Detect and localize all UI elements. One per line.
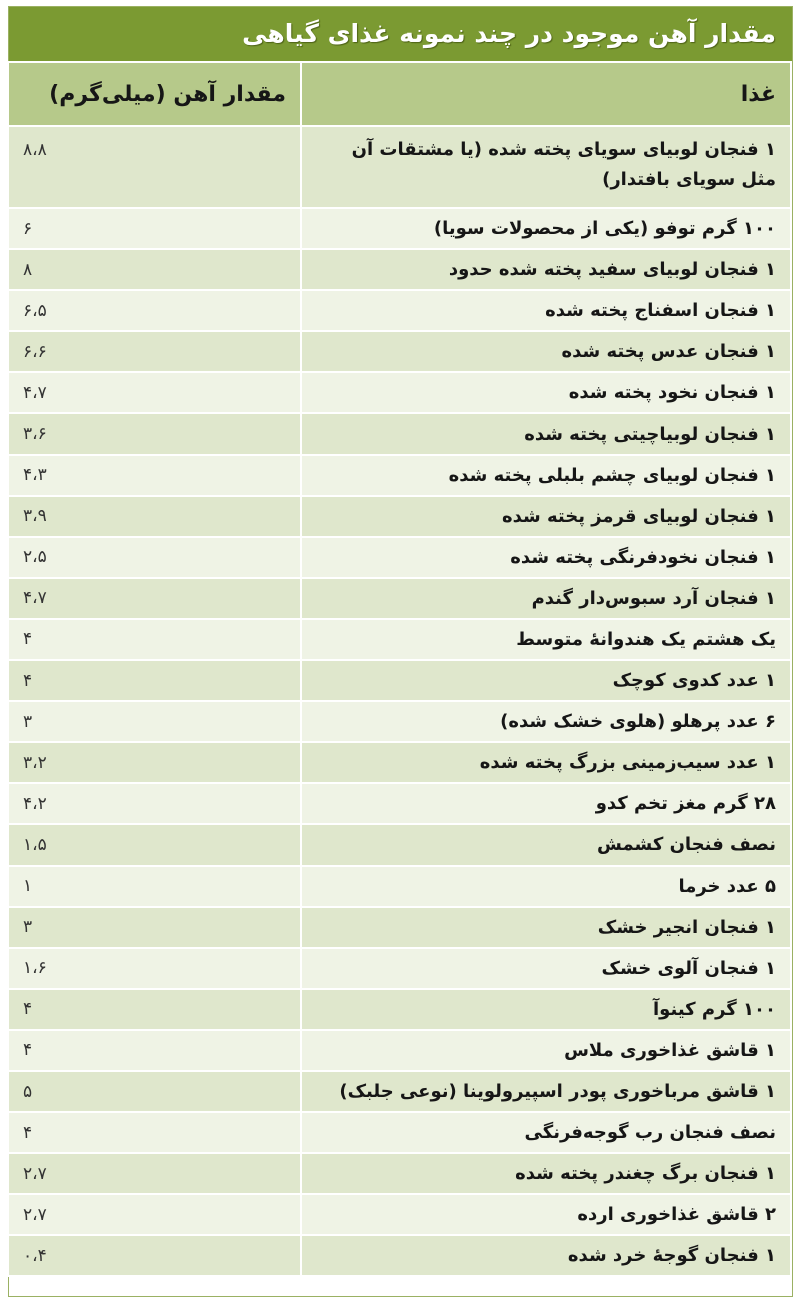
- table-row: [8, 619, 791, 660]
- food-cell: ۶ عدد پرهلو (هلوی خشک شده): [301, 701, 791, 742]
- table-row: [8, 701, 791, 742]
- table-row: [8, 866, 791, 907]
- iron-amount-cell: ۳: [8, 907, 301, 948]
- food-cell: نصف فنجان رب گوجه‌فرنگی: [301, 1112, 791, 1153]
- food-cell: ۱ فنجان برگ چغندر پخته شده: [301, 1153, 791, 1194]
- food-cell: ۱ عدد سیب‌زمینی بزرگ پخته شده: [301, 742, 791, 783]
- food-cell: ۱۰۰ گرم توفو (یکی از محصولات سویا): [301, 208, 791, 249]
- table-row: [8, 1112, 791, 1153]
- iron-amount-cell: ۶،۶: [8, 331, 301, 372]
- food-cell: ۲ قاشق غذاخوری ارده: [301, 1194, 791, 1235]
- table-row: [8, 455, 791, 496]
- table-row: [8, 989, 791, 1030]
- table-row: [8, 496, 791, 537]
- iron-amount-cell: ۴،۷: [8, 578, 301, 619]
- food-cell: ۱ قاشق مرباخوری پودر اسپیرولوینا (نوعی جلبک): [301, 1071, 791, 1112]
- iron-amount-cell: ۴،۲: [8, 783, 301, 824]
- iron-amount-cell: ۴: [8, 619, 301, 660]
- food-cell: ۱ فنجان آلوی خشک: [301, 948, 791, 989]
- food-cell: ۱ فنجان لوبیای سویای پخته شده (یا مشتقات آن مثل سویای بافتدار): [301, 126, 791, 208]
- food-cell: ۱ قاشق غذاخوری ملاس: [301, 1030, 791, 1071]
- food-cell: ۱ فنجان لوبیای چشم بلبلی پخته شده: [301, 455, 791, 496]
- iron-amount-cell: ۱: [8, 866, 301, 907]
- iron-amount-cell: ۴: [8, 660, 301, 701]
- iron-amount-cell: ۸: [8, 249, 301, 290]
- iron-amount-cell: ۲،۷: [8, 1153, 301, 1194]
- iron-amount-cell: ۴: [8, 1112, 301, 1153]
- iron-amount-cell: ۳: [8, 701, 301, 742]
- table-row: [8, 208, 791, 249]
- table-body: [8, 126, 791, 1276]
- iron-amount-cell: ۲،۵: [8, 537, 301, 578]
- food-cell: ۱ فنجان عدس پخته شده: [301, 331, 791, 372]
- page-title: مقدار آهن موجود در چند نمونه غذای گیاهی: [9, 7, 792, 61]
- table-row: [8, 1235, 791, 1276]
- column-header-food: غذا: [301, 62, 791, 126]
- iron-amount-cell: ۱،۵: [8, 824, 301, 865]
- iron-amount-cell: ۸،۸: [8, 126, 301, 208]
- iron-amount-cell: ۲،۷: [8, 1194, 301, 1235]
- iron-amount-cell: ۰،۴: [8, 1235, 301, 1276]
- table-row: [8, 537, 791, 578]
- table-row: [8, 783, 791, 824]
- table-row: [8, 249, 791, 290]
- food-cell: ۱ عدد کدوی کوچک: [301, 660, 791, 701]
- column-header-iron: مقدار آهن (میلی‌گرم): [8, 62, 301, 126]
- food-cell: ۲۸ گرم مغز تخم کدو: [301, 783, 791, 824]
- iron-amount-cell: ۳،۶: [8, 413, 301, 454]
- food-cell: ۱ فنجان گوجهٔ خرد شده: [301, 1235, 791, 1276]
- food-cell: ۱ فنجان نخودفرنگی پخته شده: [301, 537, 791, 578]
- table-row: [8, 907, 791, 948]
- table-row: [8, 1153, 791, 1194]
- table-row: [8, 331, 791, 372]
- food-cell: ۱ فنجان لوبیای قرمز پخته شده: [301, 496, 791, 537]
- food-cell: ۱ فنجان نخود پخته شده: [301, 372, 791, 413]
- iron-amount-cell: ۴،۳: [8, 455, 301, 496]
- food-cell: ۱ فنجان لوبیاچیتی پخته شده: [301, 413, 791, 454]
- food-cell: نصف فنجان کشمش: [301, 824, 791, 865]
- food-cell: ۱ فنجان اسفناج پخته شده: [301, 290, 791, 331]
- table-row: [8, 1030, 791, 1071]
- table-row: [8, 372, 791, 413]
- iron-amount-cell: ۳،۹: [8, 496, 301, 537]
- table-header-row: [8, 62, 791, 126]
- table-row: [8, 824, 791, 865]
- table-row: [8, 413, 791, 454]
- food-cell: ۱ فنجان آرد سبوس‌دار گندم: [301, 578, 791, 619]
- iron-table-card: [8, 6, 793, 1297]
- table-row: [8, 290, 791, 331]
- table-row: [8, 126, 791, 208]
- food-cell: یک هشتم یک هندوانهٔ متوسط: [301, 619, 791, 660]
- table-row: [8, 742, 791, 783]
- food-cell: ۱ فنجان لوبیای سفید پخته شده حدود: [301, 249, 791, 290]
- food-cell: ۵ عدد خرما: [301, 866, 791, 907]
- iron-content-table: [7, 61, 792, 1277]
- iron-amount-cell: ۵: [8, 1071, 301, 1112]
- iron-amount-cell: ۱،۶: [8, 948, 301, 989]
- iron-amount-cell: ۶،۵: [8, 290, 301, 331]
- table-row: [8, 578, 791, 619]
- iron-amount-cell: ۴،۷: [8, 372, 301, 413]
- food-cell: ۱ فنجان انجیر خشک: [301, 907, 791, 948]
- table-row: [8, 1194, 791, 1235]
- table-row: [8, 948, 791, 989]
- iron-amount-cell: ۶: [8, 208, 301, 249]
- iron-amount-cell: ۴: [8, 989, 301, 1030]
- iron-amount-cell: ۳،۲: [8, 742, 301, 783]
- table-row: [8, 660, 791, 701]
- table-row: [8, 1071, 791, 1112]
- iron-amount-cell: ۴: [8, 1030, 301, 1071]
- food-cell: ۱۰۰ گرم کینوآ: [301, 989, 791, 1030]
